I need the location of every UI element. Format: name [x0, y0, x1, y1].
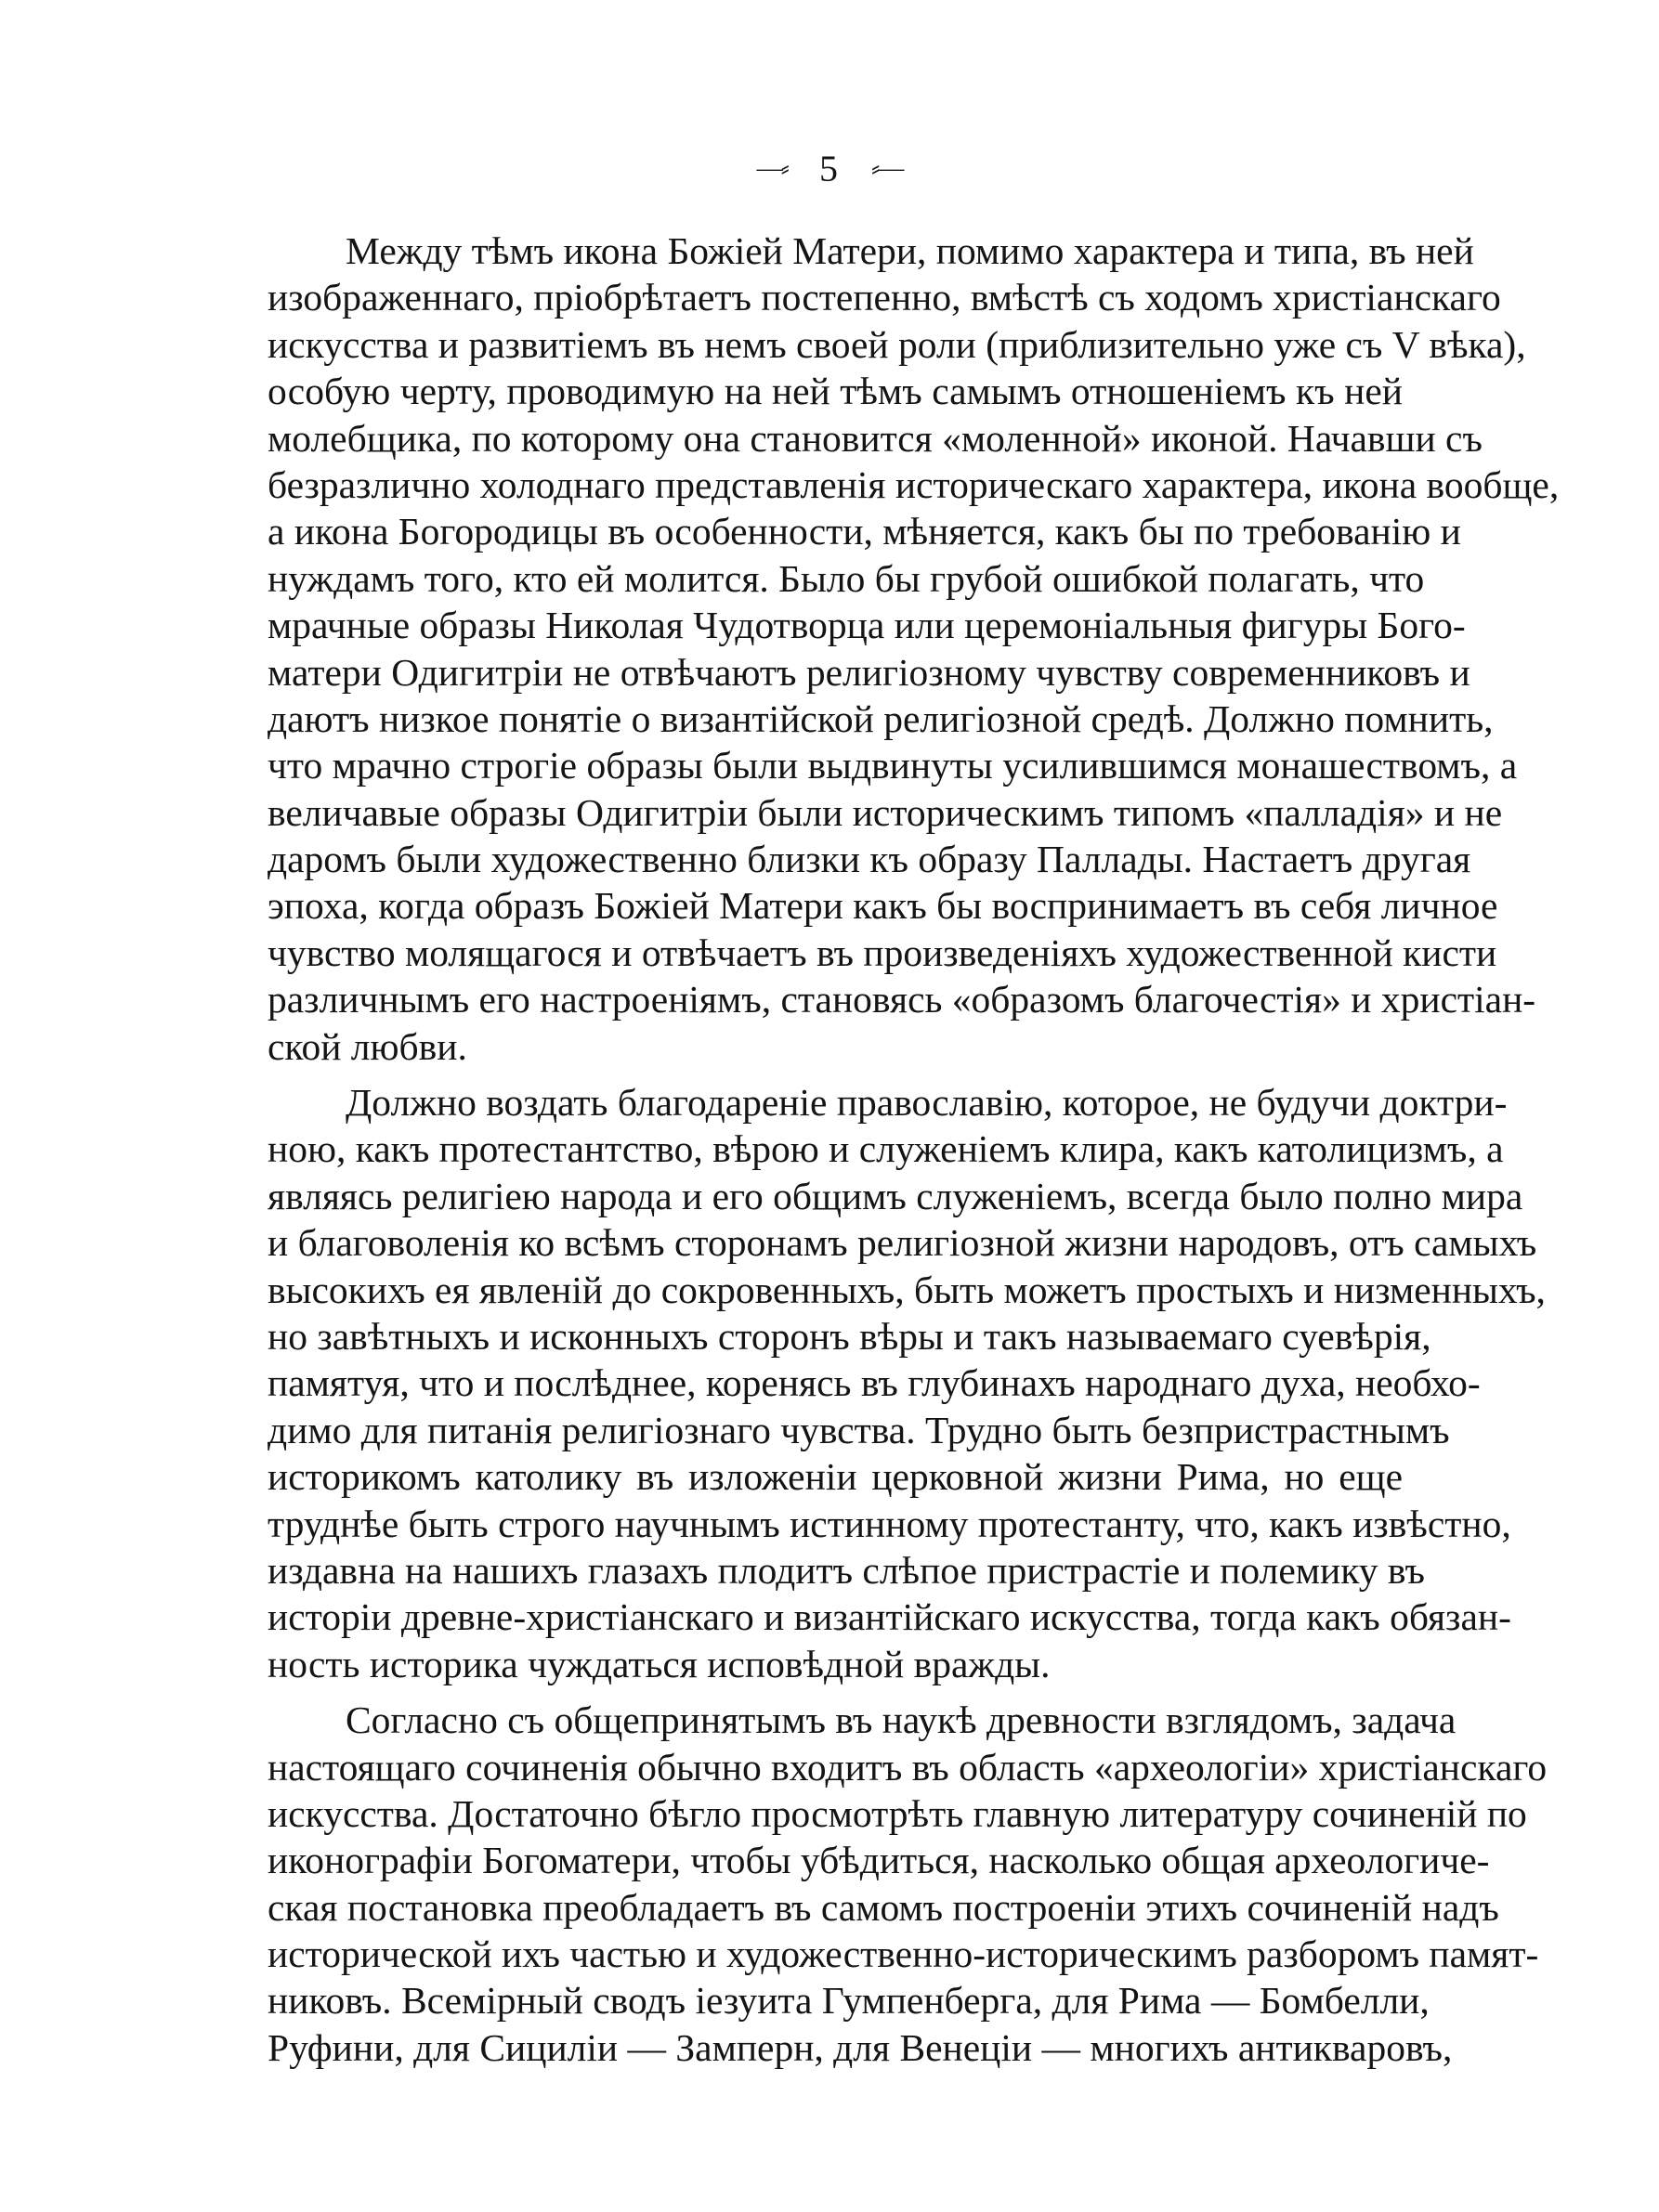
text-line: безразлично холоднаго представленія историческаго характера, икона вообще, [268, 462, 1560, 506]
text-line: и благоволенія ко всѣмъ сторонамъ религіозной жизни народовъ, отъ самыхъ [268, 1221, 1537, 1265]
text-line: нуждамъ того, кто ей молится. Было бы грубой ошибкой полагать, что [268, 556, 1425, 600]
text-line: искусства. Достаточно бѣгло просмотрѣть главную литературу сочиненій по [268, 1791, 1527, 1835]
text-line: Руфини, для Сициліи — Замперн, для Венеціи — многихъ антикваровъ, [268, 2025, 1453, 2069]
paragraph [268, 228, 1560, 1070]
text-line: ская постановка преобладаетъ въ самомъ построеніи этихъ сочиненій надъ [268, 1885, 1499, 1929]
text-line: ною, какъ протестантство, вѣрою и служеніемъ клира, какъ католицизмъ, а [268, 1127, 1504, 1171]
text-line: эпоха, когда образъ Божіей Матери какъ бы воспринимаетъ въ себя личное [268, 884, 1498, 928]
page-header [0, 141, 1659, 193]
text-line: высокихъ ея явленій до сокровенныхъ, быть можетъ простыхъ и низменныхъ, [268, 1268, 1546, 1311]
text-line: настоящаго сочиненія обычно входитъ въ область «археологіи» христіанскаго [268, 1745, 1548, 1789]
text-line: что мрачно строгіе образы были выдвинуты усилившимся монашествомъ, а [268, 744, 1518, 787]
ornament-right: ⸗— [871, 153, 903, 183]
text-line: историкомъ католику въ изложеніи церковной жизни Рима, но еще [268, 1455, 1403, 1499]
paragraph [268, 1697, 1548, 2071]
ornament-left: —⸗ [756, 153, 788, 183]
text-line: матери Одигитріи не отвѣчаютъ религіозному чувству современниковъ и [268, 650, 1470, 694]
text-line: даютъ низкое понятіе о византійской религіозной средѣ. Должно помнить, [268, 696, 1494, 740]
text-line: молебщика, по которому она становится «моленной» иконой. Начавши съ [268, 416, 1483, 460]
text-line: димо для питанія религіознаго чувства. Трудно быть безпристрастнымъ [268, 1408, 1450, 1451]
text-line: искусства и развитіемъ въ немъ своей роли (приблизительно уже съ V вѣка), [268, 322, 1526, 366]
text-line: чувство молящагося и отвѣчаетъ въ произведеніяхъ художественной кисти [268, 930, 1497, 974]
text-line: никовъ. Всемірный сводъ іезуита Гумпенберга, для Рима — Бомбелли, [268, 1979, 1430, 2023]
text-line: ность историка чуждаться исповѣдной вражды. [268, 1642, 1051, 1685]
text-line: иконографіи Богоматери, чтобы убѣдиться, насколько общая археологиче- [268, 1839, 1490, 1882]
body-text [268, 228, 1560, 2080]
text-line: но завѣтныхъ и исконныхъ сторонъ вѣры и такъ называемаго суевѣрія, [268, 1314, 1431, 1358]
text-line: ской любви. [268, 1024, 467, 1068]
text-line: различнымъ его настроеніямъ, становясь «образомъ благочестія» и христіан- [268, 978, 1536, 1021]
page-number: 5 [819, 147, 840, 189]
text-line: являясь религіею народа и его общимъ служеніемъ, всегда было полно мира [268, 1174, 1523, 1217]
text-line: исторіи древне-христіанскаго и византійскаго искусства, тогда какъ обязан- [268, 1595, 1511, 1639]
text-line: изображеннаго, пріобрѣтаетъ постепенно, вмѣстѣ съ ходомъ христіанскаго [268, 276, 1501, 319]
text-line: исторической ихъ частью и художественно-историческимъ разборомъ памят- [268, 1932, 1539, 1976]
text-line: мрачные образы Николая Чудотворца или церемоніальныя фигуры Бого- [268, 604, 1466, 647]
text-line: а икона Богородицы въ особенности, мѣняется, какъ бы по требованію и [268, 510, 1461, 553]
text-line: труднѣе быть строго научнымъ истинному протестанту, что, какъ извѣстно, [268, 1502, 1511, 1545]
text-line: величавые образы Одигитріи были историческимъ типомъ «палладія» и не [268, 790, 1503, 834]
text-line: памятуя, что и послѣднее, коренясь въ глубинахъ народнаго духа, необхо- [268, 1361, 1481, 1405]
paragraph [268, 1079, 1546, 1687]
text-line: Между тѣмъ икона Божіей Матери, помимо характера и типа, въ ней [346, 229, 1474, 272]
text-line: Согласно съ общепринятымъ въ наукѣ древности взглядомъ, задача [346, 1698, 1457, 1742]
text-line: Должно воздать благодареніе православію, которое, не будучи доктри- [346, 1081, 1508, 1125]
text-line: издавна на нашихъ глазахъ плодитъ слѣпое пристрастіе и полемику въ [268, 1548, 1425, 1592]
text-line: даромъ были художественно близки къ образу Паллады. Настаетъ другая [268, 838, 1471, 881]
text-line: особую черту, проводимую на ней тѣмъ самымъ отношеніемъ къ ней [268, 370, 1403, 413]
